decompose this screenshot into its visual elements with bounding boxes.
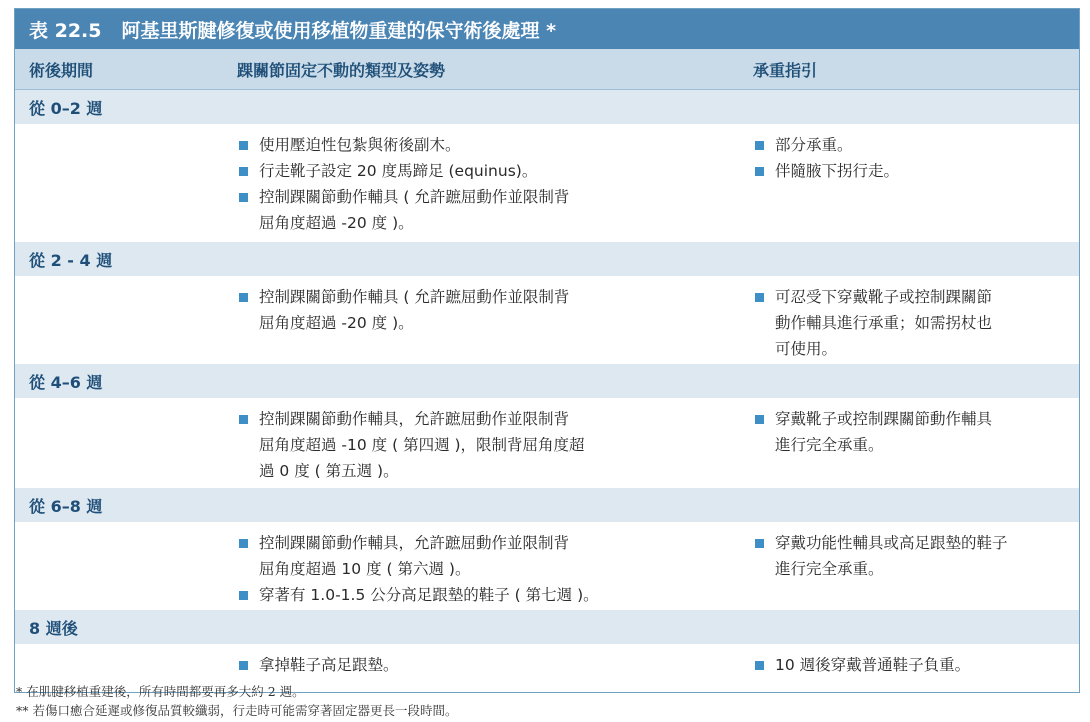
item-text: 穿著有 1.0-1.5 公分高足跟墊的鞋子 ( 第七週 )。 (259, 586, 599, 604)
item-text: 控制踝關節動作輔具，允許蹠屈動作並限制背 屈角度超過 -10 度 ( 第四週 )，限制背屈角度超 過 0 度 ( 第五週 )。 (259, 410, 585, 480)
table-title: 阿基里斯腱修復或使用移植物重建的保守術後處理 * (121, 19, 557, 42)
square-bullet-icon (755, 661, 764, 670)
immobilization-list (237, 284, 707, 336)
weight-bearing-list (753, 132, 1063, 184)
list-item (753, 132, 1063, 158)
list-item (753, 406, 1063, 458)
list-item (237, 406, 707, 484)
square-bullet-icon (239, 539, 248, 548)
weight-bearing-list (753, 406, 1063, 458)
period-row: 從 2 - 4 週 (15, 242, 1079, 276)
list-item (753, 652, 1063, 678)
immobilization-list (237, 132, 707, 236)
table-header-row (15, 49, 1079, 90)
square-bullet-icon (239, 167, 248, 176)
period-row: 從 6–8 週 (15, 488, 1079, 522)
item-text: 拿掉鞋子高足跟墊。 (259, 656, 399, 674)
header-period: 術後期間 (29, 60, 94, 80)
square-bullet-icon (239, 293, 248, 302)
table-row (15, 522, 1079, 610)
square-bullet-icon (239, 415, 248, 424)
weight-bearing-list (753, 530, 1063, 582)
table-row (15, 124, 1079, 242)
weight-bearing-list (753, 652, 1063, 678)
protocol-table (14, 8, 1080, 693)
item-text: 10 週後穿戴普通鞋子負重。 (775, 656, 971, 674)
table-body (15, 90, 1079, 692)
header-immobilization: 踝關節固定不動的類型及姿勢 (237, 60, 446, 80)
item-text: 控制踝關節動作輔具 ( 允許蹠屈動作並限制背 屈角度超過 -20 度 )。 (259, 288, 570, 332)
square-bullet-icon (239, 591, 248, 600)
weight-bearing-list (753, 284, 1063, 362)
square-bullet-icon (239, 141, 248, 150)
item-text: 可忍受下穿戴靴子或控制踝關節 動作輔具進行承重；如需拐杖也 可使用。 (775, 288, 993, 358)
period-row: 從 0–2 週 (15, 90, 1079, 124)
footnote: ** 若傷口癒合延遲或修復品質較纖弱，行走時可能需穿著固定器更長一段時間。 (16, 703, 458, 718)
table-row (15, 276, 1079, 364)
list-item (237, 582, 707, 608)
square-bullet-icon (755, 539, 764, 548)
table-number: 表 22.5 (29, 19, 102, 42)
period-row: 從 4–6 週 (15, 364, 1079, 398)
list-item (237, 184, 707, 236)
square-bullet-icon (755, 293, 764, 302)
item-text: 穿戴功能性輔具或高足跟墊的鞋子 進行完全承重。 (775, 534, 1008, 578)
square-bullet-icon (755, 141, 764, 150)
table-row (15, 398, 1079, 488)
table-title-bar (15, 9, 1079, 49)
item-text: 伴隨腋下拐行走。 (775, 162, 900, 180)
list-item (753, 158, 1063, 184)
immobilization-list (237, 652, 707, 678)
item-text: 控制踝關節動作輔具，允許蹠屈動作並限制背 屈角度超過 10 度 ( 第六週 )。 (259, 534, 570, 578)
square-bullet-icon (239, 193, 248, 202)
list-item (753, 284, 1063, 362)
immobilization-list (237, 406, 707, 484)
list-item (237, 158, 707, 184)
item-text: 控制踝關節動作輔具 ( 允許蹠屈動作並限制背 屈角度超過 -20 度 )。 (259, 188, 570, 232)
item-text: 使用壓迫性包紮與術後副木。 (259, 136, 461, 154)
immobilization-list (237, 530, 707, 608)
list-item (237, 652, 707, 678)
period-row: 8 週後 (15, 610, 1079, 644)
square-bullet-icon (755, 167, 764, 176)
item-text: 穿戴靴子或控制踝關節動作輔具 進行完全承重。 (775, 410, 993, 454)
footnotes (16, 682, 457, 720)
item-text: 部分承重。 (775, 136, 853, 154)
header-weight-bearing: 承重指引 (753, 60, 818, 80)
list-item (237, 284, 707, 336)
list-item (753, 530, 1063, 582)
list-item (237, 530, 707, 582)
list-item (237, 132, 707, 158)
footnote: * 在肌腱移植重建後，所有時間都要再多大約 2 週。 (16, 684, 305, 699)
item-text: 行走靴子設定 20 度馬蹄足 (equinus)。 (259, 162, 538, 180)
square-bullet-icon (755, 415, 764, 424)
square-bullet-icon (239, 661, 248, 670)
